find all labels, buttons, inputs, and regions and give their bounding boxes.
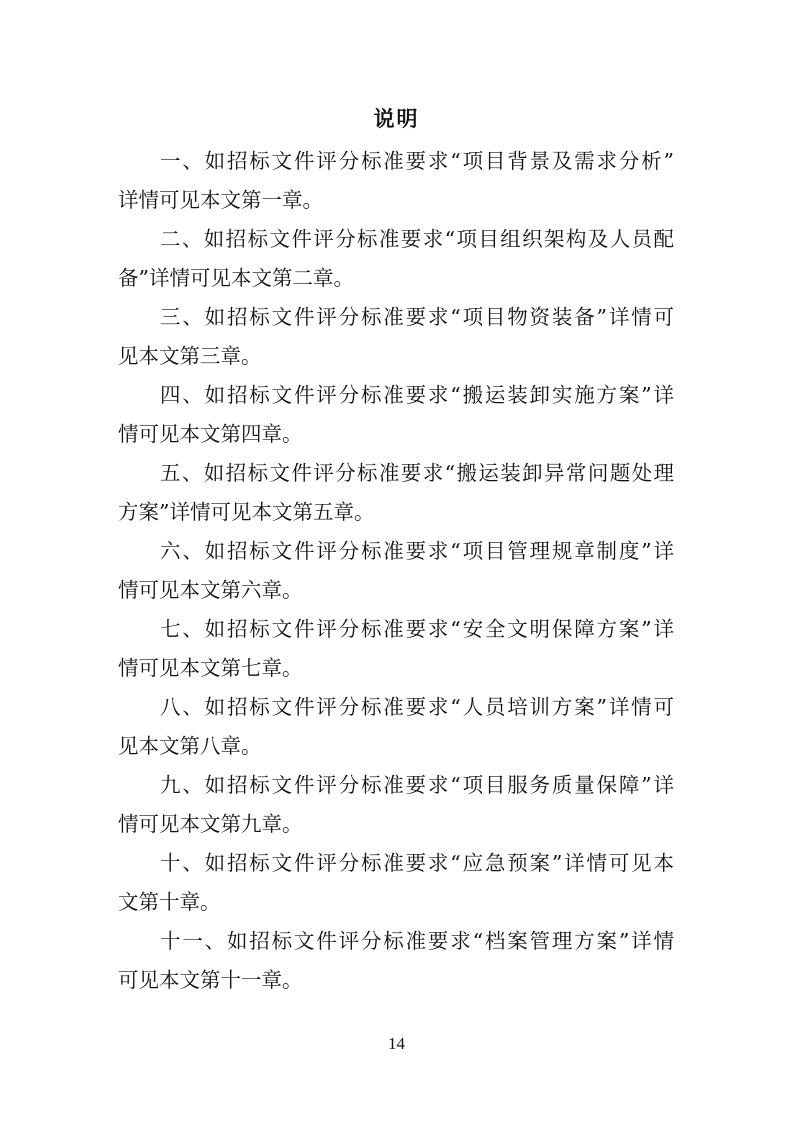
paragraph-line: 八、如招标文件评分标准要求“人员培训方案”详情可 <box>160 695 674 719</box>
page-number: 14 <box>388 1034 405 1053</box>
document-body <box>118 142 674 1000</box>
paragraph-line: 七、如招标文件评分标准要求“安全文明保障方案”详 <box>160 617 674 641</box>
paragraph-line: 四、如招标文件评分标准要求“搬运装卸实施方案”详 <box>160 383 674 407</box>
paragraph-line: 文第十章。 <box>118 890 221 914</box>
paragraph-4 <box>118 376 674 454</box>
paragraph-line: 情可见本文第四章。 <box>118 422 303 446</box>
paragraph-line: 九、如招标文件评分标准要求“项目服务质量保障”详 <box>160 773 674 797</box>
paragraph-line: 一、如招标文件评分标准要求“项目背景及需求分析” <box>160 149 674 173</box>
paragraph-2 <box>118 220 674 298</box>
paragraph-line: 见本文第八章。 <box>118 734 262 758</box>
paragraph-10 <box>118 844 674 922</box>
paragraph-line: 备”详情可见本文第二章。 <box>118 266 354 290</box>
paragraph-6 <box>118 532 674 610</box>
paragraph-7 <box>118 610 674 688</box>
paragraph-line: 情可见本文第七章。 <box>118 656 303 680</box>
paragraph-line: 情可见本文第六章。 <box>118 578 303 602</box>
paragraph-line: 方案”详情可见本文第五章。 <box>118 500 375 524</box>
paragraph-line: 详情可见本文第一章。 <box>118 188 323 212</box>
paragraph-line: 六、如招标文件评分标准要求“项目管理规章制度”详 <box>160 539 674 563</box>
paragraph-1 <box>118 142 674 220</box>
page-title: 说明 <box>373 106 420 131</box>
paragraph-8 <box>118 688 674 766</box>
paragraph-line: 三、如招标文件评分标准要求“项目物资装备”详情可 <box>160 305 674 329</box>
paragraph-5 <box>118 454 674 532</box>
paragraph-line: 二、如招标文件评分标准要求“项目组织架构及人员配 <box>160 227 674 251</box>
paragraph-line: 五、如招标文件评分标准要求“搬运装卸异常问题处理 <box>160 461 674 485</box>
paragraph-9 <box>118 766 674 844</box>
paragraph-line: 见本文第三章。 <box>118 344 262 368</box>
paragraph-line: 十、如招标文件评分标准要求“应急预案”详情可见本 <box>160 851 674 875</box>
paragraph-line: 十一、如招标文件评分标准要求“档案管理方案”详情 <box>160 929 674 953</box>
paragraph-3 <box>118 298 674 376</box>
paragraph-line: 可见本文第十一章。 <box>118 968 303 992</box>
paragraph-11 <box>118 922 674 1000</box>
paragraph-line: 情可见本文第九章。 <box>118 812 303 836</box>
